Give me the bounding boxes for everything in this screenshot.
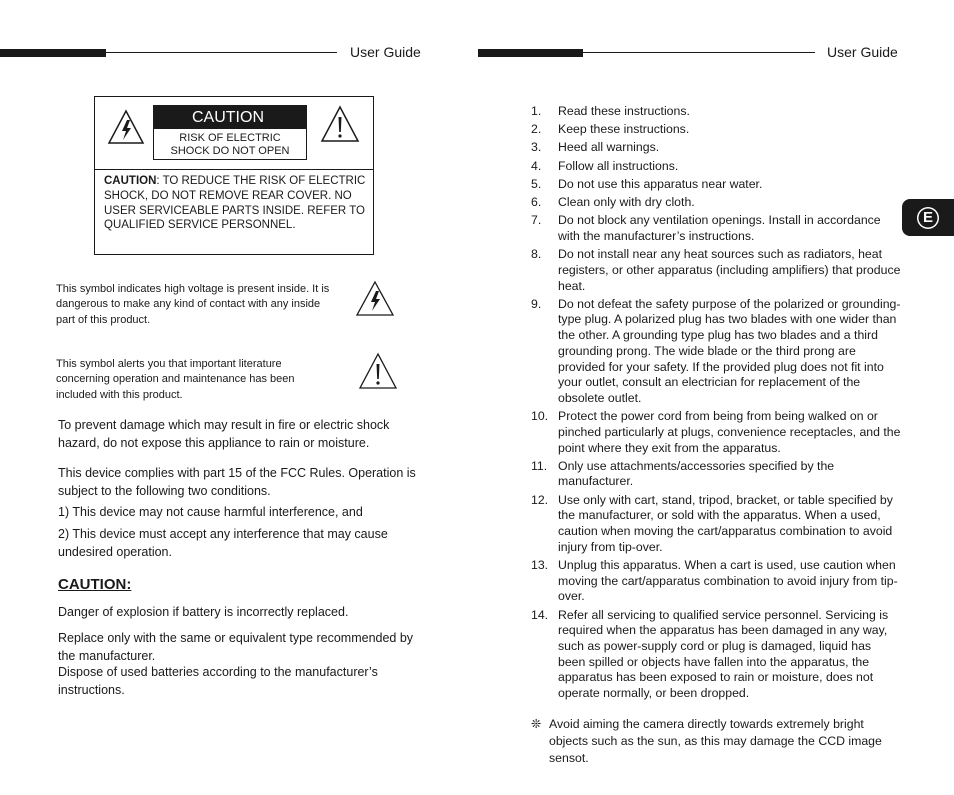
list-item-text: Follow all instructions.: [558, 158, 679, 173]
moisture-warning: To prevent damage which may result in fire or electric shock hazard, do not expose this appliance to rain or moisture.: [58, 418, 390, 450]
list-item: [531, 177, 901, 193]
list-item-number: 7.: [531, 213, 542, 228]
list-item: [531, 159, 901, 175]
list-item-number: 2.: [531, 122, 542, 137]
ccd-note-text: Avoid aiming the camera directly towards extremely bright objects such as the sun, as this may damage the CCD image sensot.: [549, 717, 882, 765]
list-item-text: Refer all servicing to qualified service personnel. Servicing is required when the apparatus has been damaged in any way, such as power-supply cord or plug is damaged, liquid has been spilled or objects have fallen into the apparatus, the apparatus has been exposed to rain or moisture, does not operate normally, or been dropped.: [558, 607, 889, 701]
list-item: [531, 104, 901, 120]
caution-sublabel-line1: RISK OF ELECTRIC: [179, 132, 281, 144]
list-item-text: Do not block any ventilation openings. Install in accordance with the manufacturer’s instructions.: [558, 213, 881, 243]
high-voltage-symbol-text: This symbol indicates high voltage is present inside. It is dangerous to make any kind of contact with any inside part of this product.: [56, 283, 330, 326]
list-item-number: 14.: [531, 607, 549, 622]
list-item-number: 12.: [531, 492, 549, 507]
list-item-number: 11.: [531, 458, 548, 473]
list-item: [531, 409, 901, 456]
left-header-rule: [106, 52, 337, 53]
list-item: [531, 459, 901, 490]
lightning-triangle-icon: [355, 280, 395, 317]
list-item-number: 5.: [531, 176, 542, 191]
right-header-bar: [478, 49, 583, 57]
safety-instructions-list: [531, 104, 901, 704]
list-item-text: Use only with cart, stand, tripod, bracket, or table specified by the manufacturer, or sold with the apparatus. When a used, caution when moving the cart/apparatus combination to avoid injury from tip-over.: [558, 492, 893, 554]
list-item-text: Only use attachments/accessories specified by the manufacturer.: [558, 458, 835, 489]
list-item-number: 3.: [531, 140, 542, 155]
list-item-number: 6.: [531, 195, 542, 210]
list-item-number: 13.: [531, 557, 549, 572]
caution-warning-box: [94, 96, 374, 255]
list-item-number: 1.: [531, 104, 542, 118]
list-item-text: Do not use this apparatus near water.: [558, 176, 763, 191]
caution-label: [153, 105, 307, 160]
left-header-bar: [0, 49, 106, 57]
caution-label-title: CAUTION: [154, 106, 306, 129]
list-item: [531, 558, 901, 605]
list-item: [531, 122, 901, 138]
list-item-text: Do not defeat the safety purpose of the polarized or grounding-type plug. A polarized plug has two blades with one wider than the other. A grounding type plug has two blades and a third grounding prong. The wide blade or the third prong are provided for your safety. If the provided plug does not fit into your outlet, consult an electrician for replacement of the obsolete outlet.: [558, 296, 901, 405]
note-mark-icon: ❊: [531, 717, 542, 731]
fcc-condition-1: 1) This device may not cause harmful interference, and: [58, 505, 363, 519]
battery-dispose-text: Dispose of used batteries according to the manufacturer’s instructions.: [58, 665, 378, 697]
list-item-number: 4.: [531, 158, 542, 173]
fcc-compliance-text: This device complies with part 15 of the FCC Rules. Operation is subject to the following two conditions.: [58, 466, 416, 498]
caution-box-text-rest: : TO REDUCE THE RISK OF ELECTRIC SHOCK, DO NOT REMOVE REAR COVER. NO USER SERVICEABLE PARTS INSIDE. REFER TO QUALIFIED SERVICE PERSONNEL.: [104, 175, 366, 232]
list-item: [531, 608, 901, 702]
list-item-text: Keep these instructions.: [558, 122, 690, 137]
list-item: [531, 297, 901, 407]
right-header-title: User Guide: [827, 44, 898, 60]
right-header-rule: [583, 52, 815, 53]
list-item-text: Protect the power cord from being from being walked on or pinched particularly at plugs, convenience receptacles, and the point where they exit from the apparatus.: [558, 409, 901, 455]
language-tab: [902, 199, 954, 236]
list-item-text: Heed all warnings.: [558, 140, 660, 155]
exclamation-triangle-icon: [320, 105, 360, 143]
lightning-triangle-icon: [107, 109, 145, 145]
list-item: [531, 247, 901, 294]
battery-replace-text: Replace only with the same or equivalent type recommended by the manufacturer.: [58, 631, 414, 663]
caution-label-subtitle: [154, 129, 306, 158]
list-item: [531, 195, 901, 211]
caution-box-text-bold: CAUTION: [104, 175, 157, 187]
left-header-title: User Guide: [350, 44, 421, 60]
list-item: [531, 140, 901, 156]
fcc-condition-2: 2) This device must accept any interference that may cause undesired operation.: [58, 527, 388, 559]
list-item: [531, 493, 901, 556]
list-item: [531, 213, 901, 244]
battery-caution-heading: CAUTION:: [58, 576, 132, 593]
list-item-number: 8.: [531, 247, 542, 262]
battery-explosion-warning: Danger of explosion if battery is incorrectly replaced.: [58, 605, 349, 619]
list-item-number: 10.: [531, 409, 549, 424]
list-item-text: Do not install near any heat sources such as radiators, heat registers, or other apparatus (including amplifiers) that produce heat.: [558, 247, 901, 293]
language-tab-letter: E: [917, 207, 939, 229]
caution-sublabel-line2: SHOCK DO NOT OPEN: [170, 145, 290, 157]
ccd-note: [531, 716, 901, 767]
list-item-text: Unplug this apparatus. When a cart is used, use caution when moving the cart/apparatus combination to avoid injury from tip-over.: [558, 557, 898, 604]
caution-box-divider: [95, 169, 373, 170]
list-item-text: Read these instructions.: [558, 104, 690, 118]
list-item-text: Clean only with dry cloth.: [558, 195, 695, 210]
alert-symbol-text: This symbol alerts you that important literature concerning operation and maintenance has been included with this product.: [56, 358, 295, 401]
caution-box-text: [104, 174, 369, 233]
list-item-number: 9.: [531, 296, 542, 311]
exclamation-triangle-icon: [358, 352, 398, 390]
